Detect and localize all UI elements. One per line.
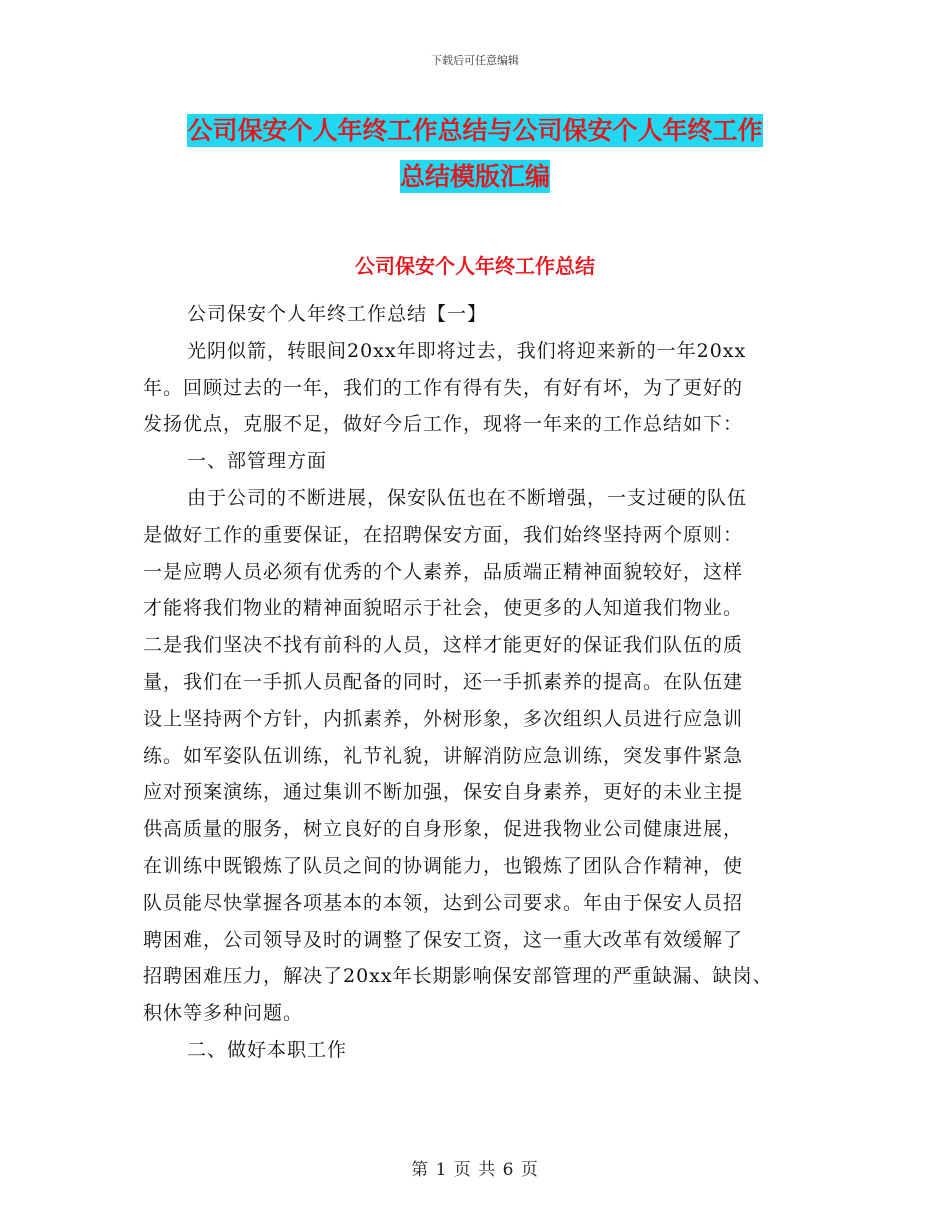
page-number: 第 1 页 共 6 页 [411, 1160, 539, 1180]
paragraph-line: 才能将我们物业的精神面貌昭示于社会，使更多的人知道我们物业。 [143, 597, 744, 620]
paragraph-line: 招聘困难压力，解决了20xx年长期影响保安部管理的严重缺漏、缺岗、 [143, 965, 773, 988]
header-note: 下载后可任意编辑 [431, 54, 519, 67]
paragraph-line: 一、部管理方面 [187, 450, 328, 473]
body-text [143, 296, 813, 1069]
title-line-1: 公司保安个人年终工作总结与公司保安个人年终工作 [187, 116, 763, 145]
paragraph-line: 聘困难，公司领导及时的调整了保安工资，这一重大改革有效缓解了 [143, 928, 744, 951]
paragraph-line: 由于公司的不断进展，保安队伍也在不断增强，一支过硬的队伍 [187, 486, 748, 509]
paragraph-line: 应对预案演练，通过集训不断加强，保安自身素养，更好的未业主提 [143, 781, 744, 804]
paragraph-line: 年。回顾过去的一年，我们的工作有得有失，有好有坏，为了更好的 [143, 376, 744, 399]
paragraph-line: 设上坚持两个方针，内抓素养，外树形象，多次组织人员进行应急训 [143, 707, 744, 730]
document-title [143, 108, 807, 200]
paragraph-line: 积休等多种问题。 [143, 1002, 304, 1025]
paragraph-line: 一是应聘人员必须有优秀的个人素养，品质端正精神面貌较好，这样 [143, 560, 744, 583]
paragraph-line: 量，我们在一手抓人员配备的同时，还一手抓素养的提高。在队伍建 [143, 670, 744, 693]
paragraph-line: 队员能尽快掌握各项基本的本领，达到公司要求。年由于保安人员招 [143, 891, 744, 914]
title-line-2: 总结模版汇编 [399, 162, 550, 191]
paragraph-line: 光阴似箭，转眼间20xx年即将过去，我们将迎来新的一年20xx [187, 339, 747, 362]
paragraph-line: 发扬优点，克服不足，做好今后工作，现将一年来的工作总结如下： [143, 413, 744, 436]
paragraph-line: 供高质量的服务，树立良好的自身形象，促进我物业公司健康进展， [143, 818, 744, 841]
paragraph-line: 在训练中既锻炼了队员之间的协调能力，也锻炼了团队合作精神，使 [143, 854, 744, 877]
paragraph-line: 二是我们坚决不找有前科的人员，这样才能更好的保证我们队伍的质 [143, 634, 744, 657]
paragraph-line: 练。如军姿队伍训练，礼节礼貌，讲解消防应急训练，突发事件紧急 [143, 744, 744, 767]
paragraph-line: 是做好工作的重要保证，在招聘保安方面，我们始终坚持两个原则： [143, 523, 744, 546]
paragraph-line: 公司保安个人年终工作总结【一】 [187, 303, 488, 325]
section-title: 公司保安个人年终工作总结 [355, 254, 595, 278]
paragraph-line: 二、做好本职工作 [187, 1038, 348, 1061]
